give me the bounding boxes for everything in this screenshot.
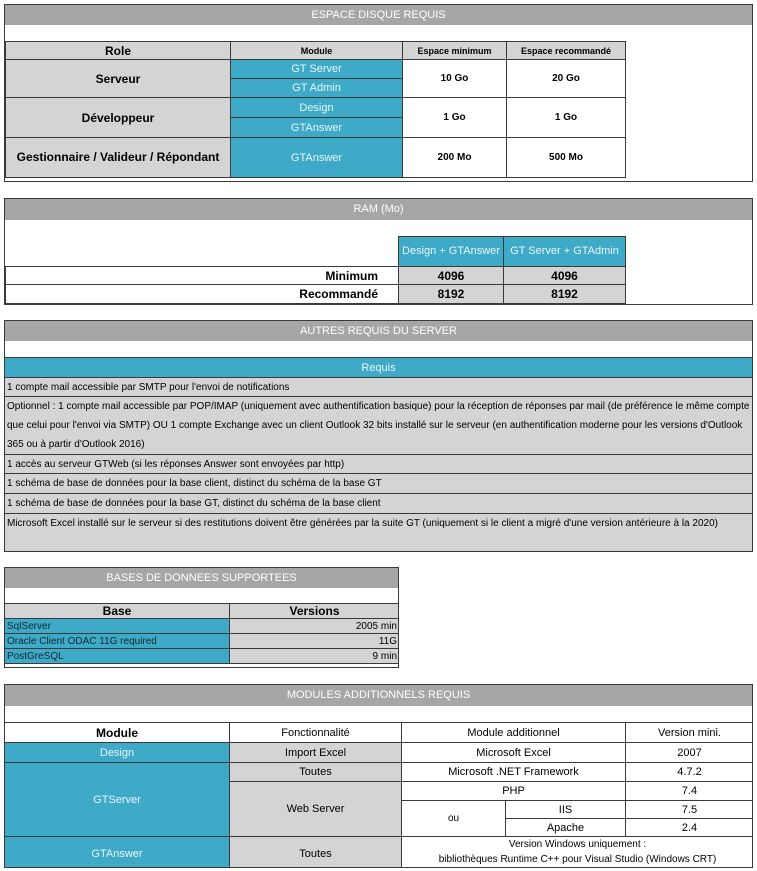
mod-header-fonction: Fonctionnalité	[230, 723, 402, 743]
mod-iis: IIS	[506, 801, 626, 819]
db-row-sqlserver: SqlServer	[5, 619, 230, 634]
db-row-oracle: Oracle Client ODAC 11G required	[5, 634, 230, 649]
ram-rec-v1: 8192	[399, 285, 504, 304]
ram-table	[5, 236, 626, 304]
ram-min-v1: 4096	[399, 267, 504, 285]
disk-rec-gestionnaire: 500 Mo	[507, 138, 626, 178]
server-requirements-title: AUTRES REQUIS DU SERVER	[5, 321, 752, 341]
databases-title: BASES DE DONNEES SUPPORTEES	[5, 568, 398, 588]
mod-toutes-server: Toutes	[230, 763, 402, 782]
disk-rec-serveur: 20 Go	[507, 60, 626, 98]
ram-col-design-gtanswer: Design + GTAnswer	[399, 237, 504, 267]
mod-dotnet-version: 4.7.2	[626, 763, 753, 782]
mod-php-version: 7.4	[626, 782, 753, 801]
mod-ms-excel: Microsoft Excel	[402, 743, 626, 763]
disk-min-developpeur: 1 Go	[403, 98, 507, 138]
mod-iis-version: 7.5	[626, 801, 753, 819]
server-requirements-subtitle: Requis	[5, 358, 753, 378]
disk-role-developpeur: Développeur	[6, 98, 231, 138]
server-req-pop-imap: Optionnel : 1 compte mail accessible par POP/IMAP (uniquement avec authentification basique) pour la réception de réponses par mail (de préférence le même compte que celui pour l'envoi via SMTP) OU 1 compte Exchange avec un client Outlook 32 bits installé sur le serveur (en authentification moderne pour les versions d'Outlook 365 ou à partir d'Outlook 2016)	[5, 397, 753, 455]
disk-space-title: ESPACE DISQUE REQUIS	[5, 5, 752, 25]
db-version-sqlserver: 2005 min	[230, 619, 400, 634]
mod-windows-only: Version Windows uniquement :	[508, 839, 647, 850]
db-header-base: Base	[5, 604, 230, 619]
ram-col-gtserver-gtadmin: GT Server + GTAdmin	[504, 237, 626, 267]
mod-runtime: bibliothèques Runtime C++ pour Visual Studio (Windows CRT)	[438, 854, 717, 865]
mod-header-version: Version mini.	[626, 723, 753, 743]
disk-header-rec: Espace recommandé	[507, 42, 626, 60]
ram-title: RAM (Mo)	[5, 199, 752, 220]
disk-header-role: Role	[6, 42, 231, 60]
server-requirements-table	[4, 357, 753, 552]
disk-module-gtanswer-2: GTAnswer	[231, 138, 403, 178]
mod-design: Design	[5, 743, 230, 763]
ram-section	[4, 198, 753, 305]
additional-modules-section	[4, 684, 753, 868]
mod-dotnet: Microsoft .NET Framework	[402, 763, 626, 782]
ram-row-recommande: Recommandé	[6, 285, 399, 304]
ram-blank-header	[6, 237, 399, 267]
mod-ms-excel-version: 2007	[626, 743, 753, 763]
disk-module-gtanswer: GTAnswer	[231, 118, 403, 138]
disk-min-gestionnaire: 200 Mo	[403, 138, 507, 178]
db-version-postgresql: 9 min	[230, 649, 400, 664]
disk-min-serveur: 10 Go	[403, 60, 507, 98]
disk-module-gtserver: GT Server	[231, 60, 403, 79]
ram-min-v2: 4096	[504, 267, 626, 285]
disk-role-gestionnaire: Gestionnaire / Valideur / Répondant	[6, 138, 231, 178]
ram-row-minimum: Minimum	[6, 267, 399, 285]
disk-module-gtadmin: GT Admin	[231, 79, 403, 98]
mod-runtime-cell	[402, 837, 754, 869]
server-req-schema-client: 1 schéma de base de données pour la base client, distinct du schéma de la base GT	[5, 474, 753, 494]
mod-php: PHP	[402, 782, 626, 801]
server-requirements-section	[4, 320, 753, 552]
databases-section	[4, 567, 399, 668]
mod-apache-version: 2.4	[626, 819, 753, 837]
mod-toutes-answer: Toutes	[230, 837, 402, 869]
mod-gtserver: GTServer	[5, 763, 230, 837]
additional-modules-title: MODULES ADDITIONNELS REQUIS	[5, 685, 752, 706]
mod-header-module: Module	[5, 723, 230, 743]
db-row-postgresql: PostGreSQL	[5, 649, 230, 664]
disk-module-design: Design	[231, 98, 403, 118]
mod-header-additionnel: Module additionnel	[402, 723, 626, 743]
server-req-schema-gt: 1 schéma de base de données pour la base GT, distinct du schéma de la base client	[5, 494, 753, 514]
mod-apache: Apache	[506, 819, 626, 837]
disk-space-section	[4, 4, 753, 182]
mod-webserver: Web Server	[230, 782, 402, 837]
disk-header-min: Espace minimum	[403, 42, 507, 60]
mod-ou: ou	[402, 801, 506, 837]
mod-gtanswer: GTAnswer	[5, 837, 230, 869]
db-header-versions: Versions	[230, 604, 400, 619]
databases-table	[4, 603, 399, 664]
mod-import-excel: Import Excel	[230, 743, 402, 763]
ram-rec-v2: 8192	[504, 285, 626, 304]
disk-space-table	[5, 41, 626, 178]
server-req-smtp: 1 compte mail accessible par SMTP pour l'envoi de notifications	[5, 378, 753, 397]
server-req-gtweb: 1 accès au serveur GTWeb (si les réponses Answer sont envoyées par http)	[5, 455, 753, 474]
db-version-oracle: 11G	[230, 634, 400, 649]
disk-header-module: Module	[231, 42, 403, 60]
additional-modules-table	[4, 722, 753, 868]
server-req-excel: Microsoft Excel installé sur le serveur si des restitutions doivent être générées par la suite GT (uniquement si le client a migré d'une version antérieure à la 2020)	[5, 514, 753, 552]
disk-role-serveur: Serveur	[6, 60, 231, 98]
disk-rec-developpeur: 1 Go	[507, 98, 626, 138]
